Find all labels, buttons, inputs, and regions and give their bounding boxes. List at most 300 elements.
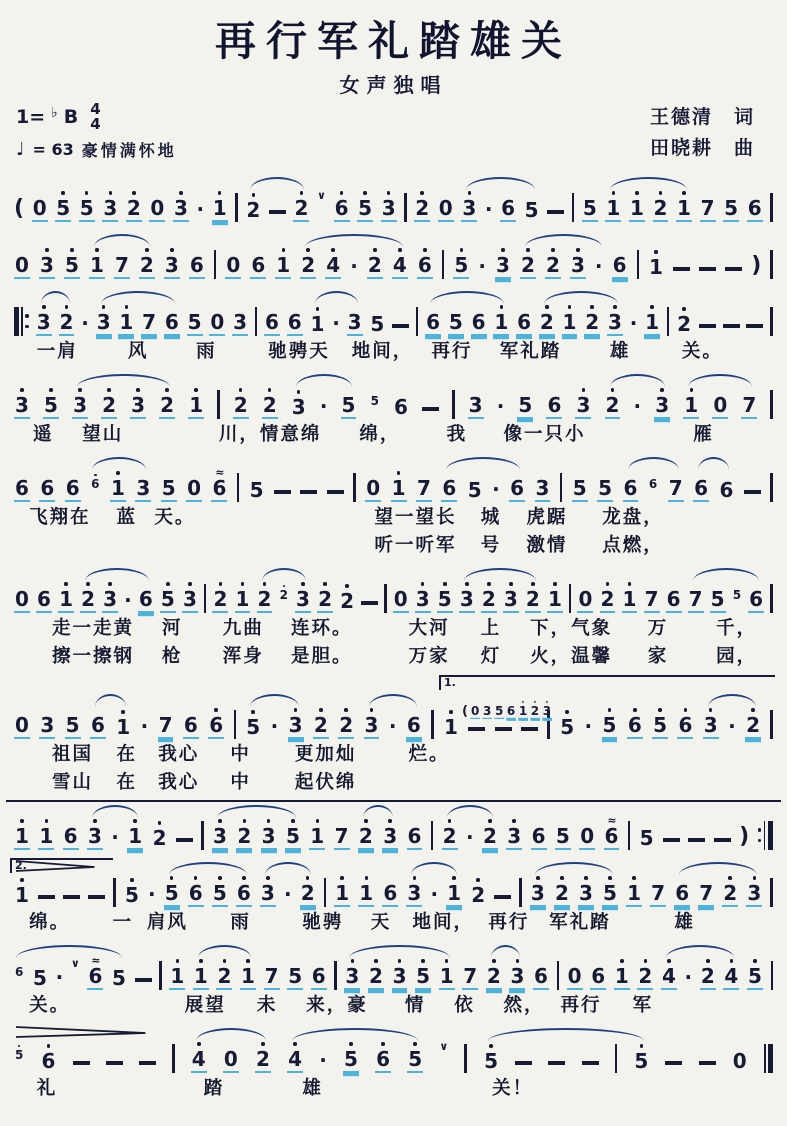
grace-note bbox=[90, 473, 100, 491]
note bbox=[578, 874, 594, 907]
note-digit: 2 bbox=[139, 252, 154, 277]
barline bbox=[770, 878, 772, 907]
note-digit: 5 bbox=[572, 475, 587, 500]
octave-dot-icon bbox=[387, 191, 391, 195]
rest-note-digit: 0 bbox=[226, 252, 241, 277]
octave-dot-icon bbox=[95, 248, 99, 252]
note bbox=[747, 189, 763, 222]
note bbox=[710, 580, 726, 613]
note-digit: 6 bbox=[394, 394, 408, 419]
note bbox=[114, 246, 130, 279]
note bbox=[39, 246, 55, 279]
slur-arc bbox=[466, 177, 535, 190]
note bbox=[64, 246, 80, 279]
note bbox=[547, 580, 563, 613]
barline bbox=[234, 710, 236, 739]
note bbox=[575, 386, 591, 419]
note-digit: 1 bbox=[649, 254, 663, 279]
octave-dot-icon bbox=[219, 582, 223, 586]
octave-dot-icon bbox=[188, 582, 192, 586]
octave-dot-icon bbox=[218, 191, 222, 195]
slur-arc bbox=[217, 805, 296, 818]
note-digit: 6 bbox=[678, 712, 693, 737]
note-digit: 3 bbox=[383, 823, 398, 848]
lyric-segment: 雨 bbox=[196, 340, 217, 362]
note bbox=[164, 246, 180, 279]
lyric-segment: 擦一擦钢 bbox=[51, 645, 134, 667]
octave-dot-icon bbox=[509, 582, 513, 586]
note-digit: 2 bbox=[59, 309, 74, 334]
lyric-segment: 再行 bbox=[488, 911, 530, 933]
note-digit: 3 bbox=[482, 703, 492, 718]
slur-arc bbox=[92, 457, 146, 470]
note-digit: 4 bbox=[392, 252, 407, 277]
note bbox=[637, 957, 653, 990]
note-digit: 7 bbox=[416, 475, 431, 500]
note bbox=[503, 580, 519, 613]
note-digit: 1 bbox=[15, 882, 29, 907]
note-digit: 2 bbox=[539, 309, 554, 334]
note bbox=[275, 246, 291, 279]
octave-dot-icon bbox=[121, 710, 125, 714]
tempo-value: = 63 bbox=[32, 140, 74, 159]
tempo-marking bbox=[16, 138, 177, 161]
lyric-segment: 园， bbox=[716, 645, 758, 667]
quarter-note-icon: ♩ bbox=[16, 139, 25, 160]
note-digit: 5 bbox=[44, 392, 58, 417]
octave-dot-icon bbox=[551, 248, 555, 252]
dash-note bbox=[688, 838, 705, 841]
octave-dot-icon bbox=[78, 388, 82, 392]
slur-arc bbox=[464, 568, 536, 581]
note-digit: 3 bbox=[260, 880, 275, 905]
note-digit: 2 bbox=[481, 586, 496, 611]
rest-note-digit: 0 bbox=[15, 252, 29, 277]
note bbox=[461, 189, 477, 222]
octave-dot-icon bbox=[170, 876, 174, 880]
lyrics-line bbox=[14, 503, 773, 528]
note-digit: 3 bbox=[392, 963, 407, 988]
octave-dot-icon bbox=[246, 959, 250, 963]
note-digit: 7 bbox=[158, 712, 173, 737]
duration-dot: · bbox=[684, 964, 693, 989]
lyric-segment: 雨 bbox=[230, 911, 251, 933]
note bbox=[285, 817, 301, 850]
duration-dot: · bbox=[584, 713, 593, 738]
note bbox=[235, 580, 251, 613]
dash-note bbox=[73, 1061, 90, 1064]
note-digit: 5 bbox=[15, 1047, 24, 1062]
note bbox=[245, 708, 261, 739]
octave-dot-icon bbox=[522, 701, 524, 703]
note bbox=[453, 246, 469, 279]
octave-dot-icon bbox=[108, 582, 112, 586]
lyric-segment: 龙盘， bbox=[602, 506, 664, 528]
lyric-segment: 地间， bbox=[412, 911, 474, 933]
dash-note bbox=[725, 267, 742, 270]
note bbox=[700, 189, 716, 222]
grace-note bbox=[648, 473, 658, 491]
note bbox=[212, 874, 228, 907]
note bbox=[212, 189, 228, 222]
rest-note-digit: 0 bbox=[580, 823, 595, 848]
note-digit: 6 bbox=[442, 475, 457, 500]
note bbox=[745, 706, 761, 739]
note bbox=[392, 957, 408, 990]
note-digit: 3 bbox=[347, 309, 362, 334]
thin-bar bbox=[764, 1044, 766, 1073]
note bbox=[652, 706, 668, 739]
note bbox=[59, 303, 75, 336]
note-digit: 2 bbox=[318, 586, 332, 611]
repeat-dot-icon bbox=[25, 325, 29, 329]
note bbox=[188, 386, 204, 419]
lyric-segment: 雄 bbox=[674, 911, 695, 933]
barline bbox=[416, 307, 418, 336]
note-digit: 2 bbox=[126, 195, 141, 220]
note bbox=[343, 1040, 359, 1073]
repeat-dot-icon bbox=[758, 839, 762, 843]
dash-note bbox=[548, 1061, 565, 1064]
octave-dot-icon bbox=[500, 305, 504, 309]
octave-dot-icon bbox=[728, 876, 732, 880]
lyrics-line bbox=[14, 740, 773, 765]
score-area bbox=[14, 172, 773, 1099]
note bbox=[516, 303, 532, 336]
dash-note bbox=[139, 1061, 156, 1064]
lyrics-line bbox=[14, 614, 773, 639]
note-digit: 6 bbox=[471, 309, 486, 334]
octave-dot-icon bbox=[568, 305, 572, 309]
lyricist-credit: 王德清 词 bbox=[649, 106, 755, 128]
music-line bbox=[14, 1023, 773, 1073]
note-digit: 1 bbox=[116, 714, 131, 739]
note-digit: 1 bbox=[241, 963, 255, 988]
octave-dot-icon bbox=[158, 821, 162, 825]
note-digit: 3 bbox=[288, 712, 303, 737]
note bbox=[334, 874, 350, 907]
note-digit: 6 bbox=[63, 823, 78, 848]
barline bbox=[353, 473, 355, 502]
note-digit: 6 bbox=[189, 252, 204, 277]
note bbox=[546, 386, 562, 419]
grace-note bbox=[279, 584, 289, 602]
dash-note bbox=[699, 324, 716, 327]
note bbox=[572, 469, 588, 502]
note bbox=[96, 303, 112, 336]
note bbox=[255, 1040, 271, 1073]
note-digit: 3 bbox=[747, 880, 762, 905]
octave-dot-icon bbox=[239, 388, 243, 392]
note bbox=[36, 580, 52, 613]
octave-dot-icon bbox=[223, 959, 227, 963]
note bbox=[245, 191, 261, 222]
note-digit: 1 bbox=[310, 823, 325, 848]
note-digit: 5 bbox=[494, 703, 504, 718]
note bbox=[443, 708, 459, 739]
lyric-segment: 九曲 bbox=[222, 617, 264, 639]
octave-dot-icon bbox=[644, 959, 648, 963]
note bbox=[344, 957, 360, 990]
note bbox=[676, 305, 692, 336]
note bbox=[482, 817, 498, 850]
note bbox=[102, 189, 118, 222]
note-digit: 2 bbox=[367, 252, 382, 277]
note bbox=[559, 708, 575, 739]
note bbox=[182, 580, 198, 613]
barline bbox=[384, 584, 386, 613]
rest-note-digit: 0 bbox=[15, 712, 29, 737]
note bbox=[524, 191, 540, 222]
barline bbox=[572, 193, 574, 222]
octave-dot-icon bbox=[370, 708, 374, 712]
note-digit: 5 bbox=[555, 823, 570, 848]
music-line bbox=[14, 674, 773, 739]
note bbox=[723, 189, 739, 222]
slur-arc bbox=[198, 945, 251, 958]
octave-dot-icon bbox=[20, 388, 24, 392]
note-digit: 2 bbox=[279, 587, 288, 602]
note bbox=[236, 817, 252, 850]
note-digit: 6 bbox=[627, 712, 642, 737]
note bbox=[718, 471, 734, 502]
note-digit: 5 bbox=[448, 309, 463, 334]
note bbox=[500, 189, 516, 222]
note bbox=[169, 957, 185, 990]
slur-arc bbox=[544, 291, 618, 304]
note bbox=[406, 874, 422, 907]
dash-note bbox=[515, 1061, 532, 1064]
note-digit: 1 bbox=[518, 703, 528, 718]
note-digit: 5 bbox=[437, 586, 452, 611]
note bbox=[118, 303, 134, 336]
octave-dot-icon bbox=[546, 701, 548, 703]
note-digit: 1 bbox=[443, 714, 458, 739]
octave-dot-icon bbox=[413, 876, 417, 880]
note bbox=[677, 706, 693, 739]
duration-dot: · bbox=[633, 393, 642, 418]
note bbox=[623, 469, 639, 502]
note bbox=[494, 699, 504, 719]
note-digit: 7 bbox=[142, 309, 157, 334]
note bbox=[364, 706, 380, 739]
lyric-segment: 军礼踏 bbox=[499, 340, 562, 362]
composer-credit: 田晓耕 曲 bbox=[649, 137, 755, 160]
note bbox=[533, 957, 549, 990]
note-digit: 1 bbox=[110, 475, 125, 500]
thin-bar bbox=[764, 821, 766, 850]
octave-dot-icon bbox=[294, 708, 298, 712]
note-digit: 2 bbox=[313, 712, 328, 737]
duration-dot: · bbox=[594, 253, 603, 278]
note-digit: 6 bbox=[138, 586, 153, 611]
dash-note bbox=[38, 895, 55, 898]
dash-note bbox=[274, 490, 291, 493]
note bbox=[741, 386, 757, 419]
octave-dot-icon bbox=[107, 388, 111, 392]
notation-row bbox=[14, 303, 773, 336]
octave-dot-icon bbox=[753, 876, 757, 880]
note bbox=[264, 303, 280, 336]
note bbox=[63, 817, 79, 850]
octave-dot-icon bbox=[20, 819, 24, 823]
note-digit: 6 bbox=[407, 823, 422, 848]
note-digit: 1 bbox=[562, 309, 577, 334]
lyric-segment: 关。 bbox=[29, 994, 71, 1016]
lyric-segment: 烂。 bbox=[408, 743, 450, 765]
parenthesis: ( bbox=[14, 195, 25, 221]
note-digit: 2 bbox=[486, 963, 501, 988]
dash-note bbox=[663, 838, 680, 841]
rest-note-digit: 0 bbox=[150, 195, 165, 220]
barline bbox=[324, 878, 326, 907]
note-digit: 3 bbox=[213, 823, 227, 848]
note-digit: 2 bbox=[653, 195, 668, 220]
octave-dot-icon bbox=[291, 819, 295, 823]
octave-dot-icon bbox=[512, 819, 516, 823]
note bbox=[211, 466, 227, 502]
note bbox=[212, 580, 228, 613]
barline bbox=[334, 961, 336, 990]
octave-dot-icon bbox=[608, 876, 612, 880]
lyric-segment: 肩风 bbox=[146, 911, 188, 933]
slur-arc bbox=[698, 457, 729, 470]
notation-row bbox=[14, 874, 773, 907]
lyric-segment: 起伏绵 bbox=[294, 771, 357, 793]
duration-dot: · bbox=[492, 476, 500, 501]
volta-overline bbox=[6, 800, 781, 802]
octave-dot-icon bbox=[654, 250, 658, 254]
barline bbox=[442, 250, 444, 279]
octave-dot-icon bbox=[49, 388, 53, 392]
note-digit: 6 bbox=[747, 195, 762, 220]
lyric-segment: 军 bbox=[632, 994, 654, 1016]
note-digit: 5 bbox=[124, 882, 139, 907]
note-digit: 5 bbox=[603, 880, 617, 905]
lyric-segment: 望山 bbox=[82, 423, 124, 445]
note bbox=[417, 246, 433, 279]
note-digit: 2 bbox=[300, 880, 315, 905]
note bbox=[468, 386, 484, 419]
note-digit: 4 bbox=[288, 1046, 303, 1071]
slur-arc bbox=[265, 862, 311, 875]
note-digit: 1 bbox=[128, 823, 143, 848]
octave-dot-icon bbox=[468, 191, 472, 195]
note-digit: 2 bbox=[482, 823, 497, 848]
note bbox=[627, 706, 643, 739]
octave-dot-icon bbox=[263, 582, 267, 586]
note-digit: 2 bbox=[294, 195, 309, 220]
breath-mark-icon: ∨ bbox=[70, 956, 80, 970]
lyric-segment: 万家 bbox=[408, 645, 450, 667]
note-digit: 3 bbox=[364, 712, 379, 737]
note bbox=[36, 303, 52, 336]
note-digit: 5 bbox=[408, 1046, 423, 1071]
repeat-close-barline bbox=[758, 821, 773, 850]
note bbox=[87, 954, 103, 990]
note bbox=[614, 957, 630, 990]
note bbox=[676, 189, 692, 222]
note-digit: 1 bbox=[447, 880, 462, 905]
note-digit: 3 bbox=[495, 252, 510, 277]
octave-dot-icon bbox=[373, 248, 377, 252]
lyrics-line bbox=[14, 337, 773, 362]
note-digit: 3 bbox=[261, 823, 276, 848]
note bbox=[358, 817, 374, 850]
dash-note bbox=[300, 490, 317, 493]
music-line bbox=[14, 800, 773, 850]
lyric-segment: 驰骋天 bbox=[268, 340, 330, 362]
lyric-segment: 风 bbox=[127, 340, 149, 362]
lyric-segment: 雪山 bbox=[51, 771, 93, 793]
note-digit: 6 bbox=[212, 475, 227, 500]
note-digit: 1 bbox=[89, 252, 104, 277]
octave-dot-icon bbox=[241, 582, 245, 586]
note-digit: 6 bbox=[534, 963, 548, 988]
note-digit: 2 bbox=[217, 963, 232, 988]
octave-dot-icon bbox=[492, 959, 496, 963]
note-digit: 1 bbox=[212, 195, 227, 220]
note-digit: 7 bbox=[463, 963, 478, 988]
octave-dot-icon bbox=[516, 959, 520, 963]
note bbox=[189, 246, 205, 279]
note bbox=[416, 469, 432, 502]
note-digit: 3 bbox=[468, 392, 483, 417]
note bbox=[481, 580, 497, 613]
lyric-segment: 城 bbox=[480, 506, 502, 528]
note-digit: 2 bbox=[262, 392, 277, 417]
octave-dot-icon bbox=[243, 819, 247, 823]
note-digit: 3 bbox=[703, 712, 718, 737]
note bbox=[101, 386, 117, 419]
octave-dot-icon bbox=[632, 876, 636, 880]
duration-dot: · bbox=[283, 881, 292, 906]
octave-dot-icon bbox=[531, 582, 535, 586]
slur-arc bbox=[95, 694, 126, 707]
octave-dot-icon bbox=[365, 876, 369, 880]
note bbox=[293, 189, 309, 222]
octave-dot-icon bbox=[397, 471, 401, 475]
octave-dot-icon bbox=[682, 191, 686, 195]
lyric-segment: 更加灿 bbox=[294, 743, 357, 765]
dash-note bbox=[746, 324, 763, 327]
lyric-segment: 驰骋 bbox=[302, 911, 344, 933]
note bbox=[470, 876, 486, 907]
barline bbox=[770, 307, 772, 336]
music-line bbox=[14, 172, 773, 222]
note-digit: 2 bbox=[600, 586, 615, 611]
barline bbox=[771, 961, 773, 990]
note bbox=[291, 388, 307, 419]
note-digit: 5 bbox=[112, 965, 126, 990]
lyric-segment: 我心 bbox=[158, 743, 200, 765]
note-digit: 3 bbox=[36, 309, 51, 334]
note bbox=[14, 706, 30, 739]
note bbox=[732, 1042, 748, 1073]
note-digit: 5 bbox=[710, 586, 725, 611]
note-digit: 1 bbox=[606, 195, 621, 220]
octave-dot-icon bbox=[130, 878, 134, 882]
note bbox=[688, 580, 704, 613]
note bbox=[644, 303, 660, 336]
barline bbox=[464, 1044, 466, 1073]
note bbox=[439, 957, 455, 990]
note bbox=[160, 580, 176, 613]
duration-dot: · bbox=[430, 881, 439, 906]
note bbox=[482, 699, 492, 719]
note bbox=[629, 189, 645, 222]
octave-dot-icon bbox=[684, 708, 688, 712]
